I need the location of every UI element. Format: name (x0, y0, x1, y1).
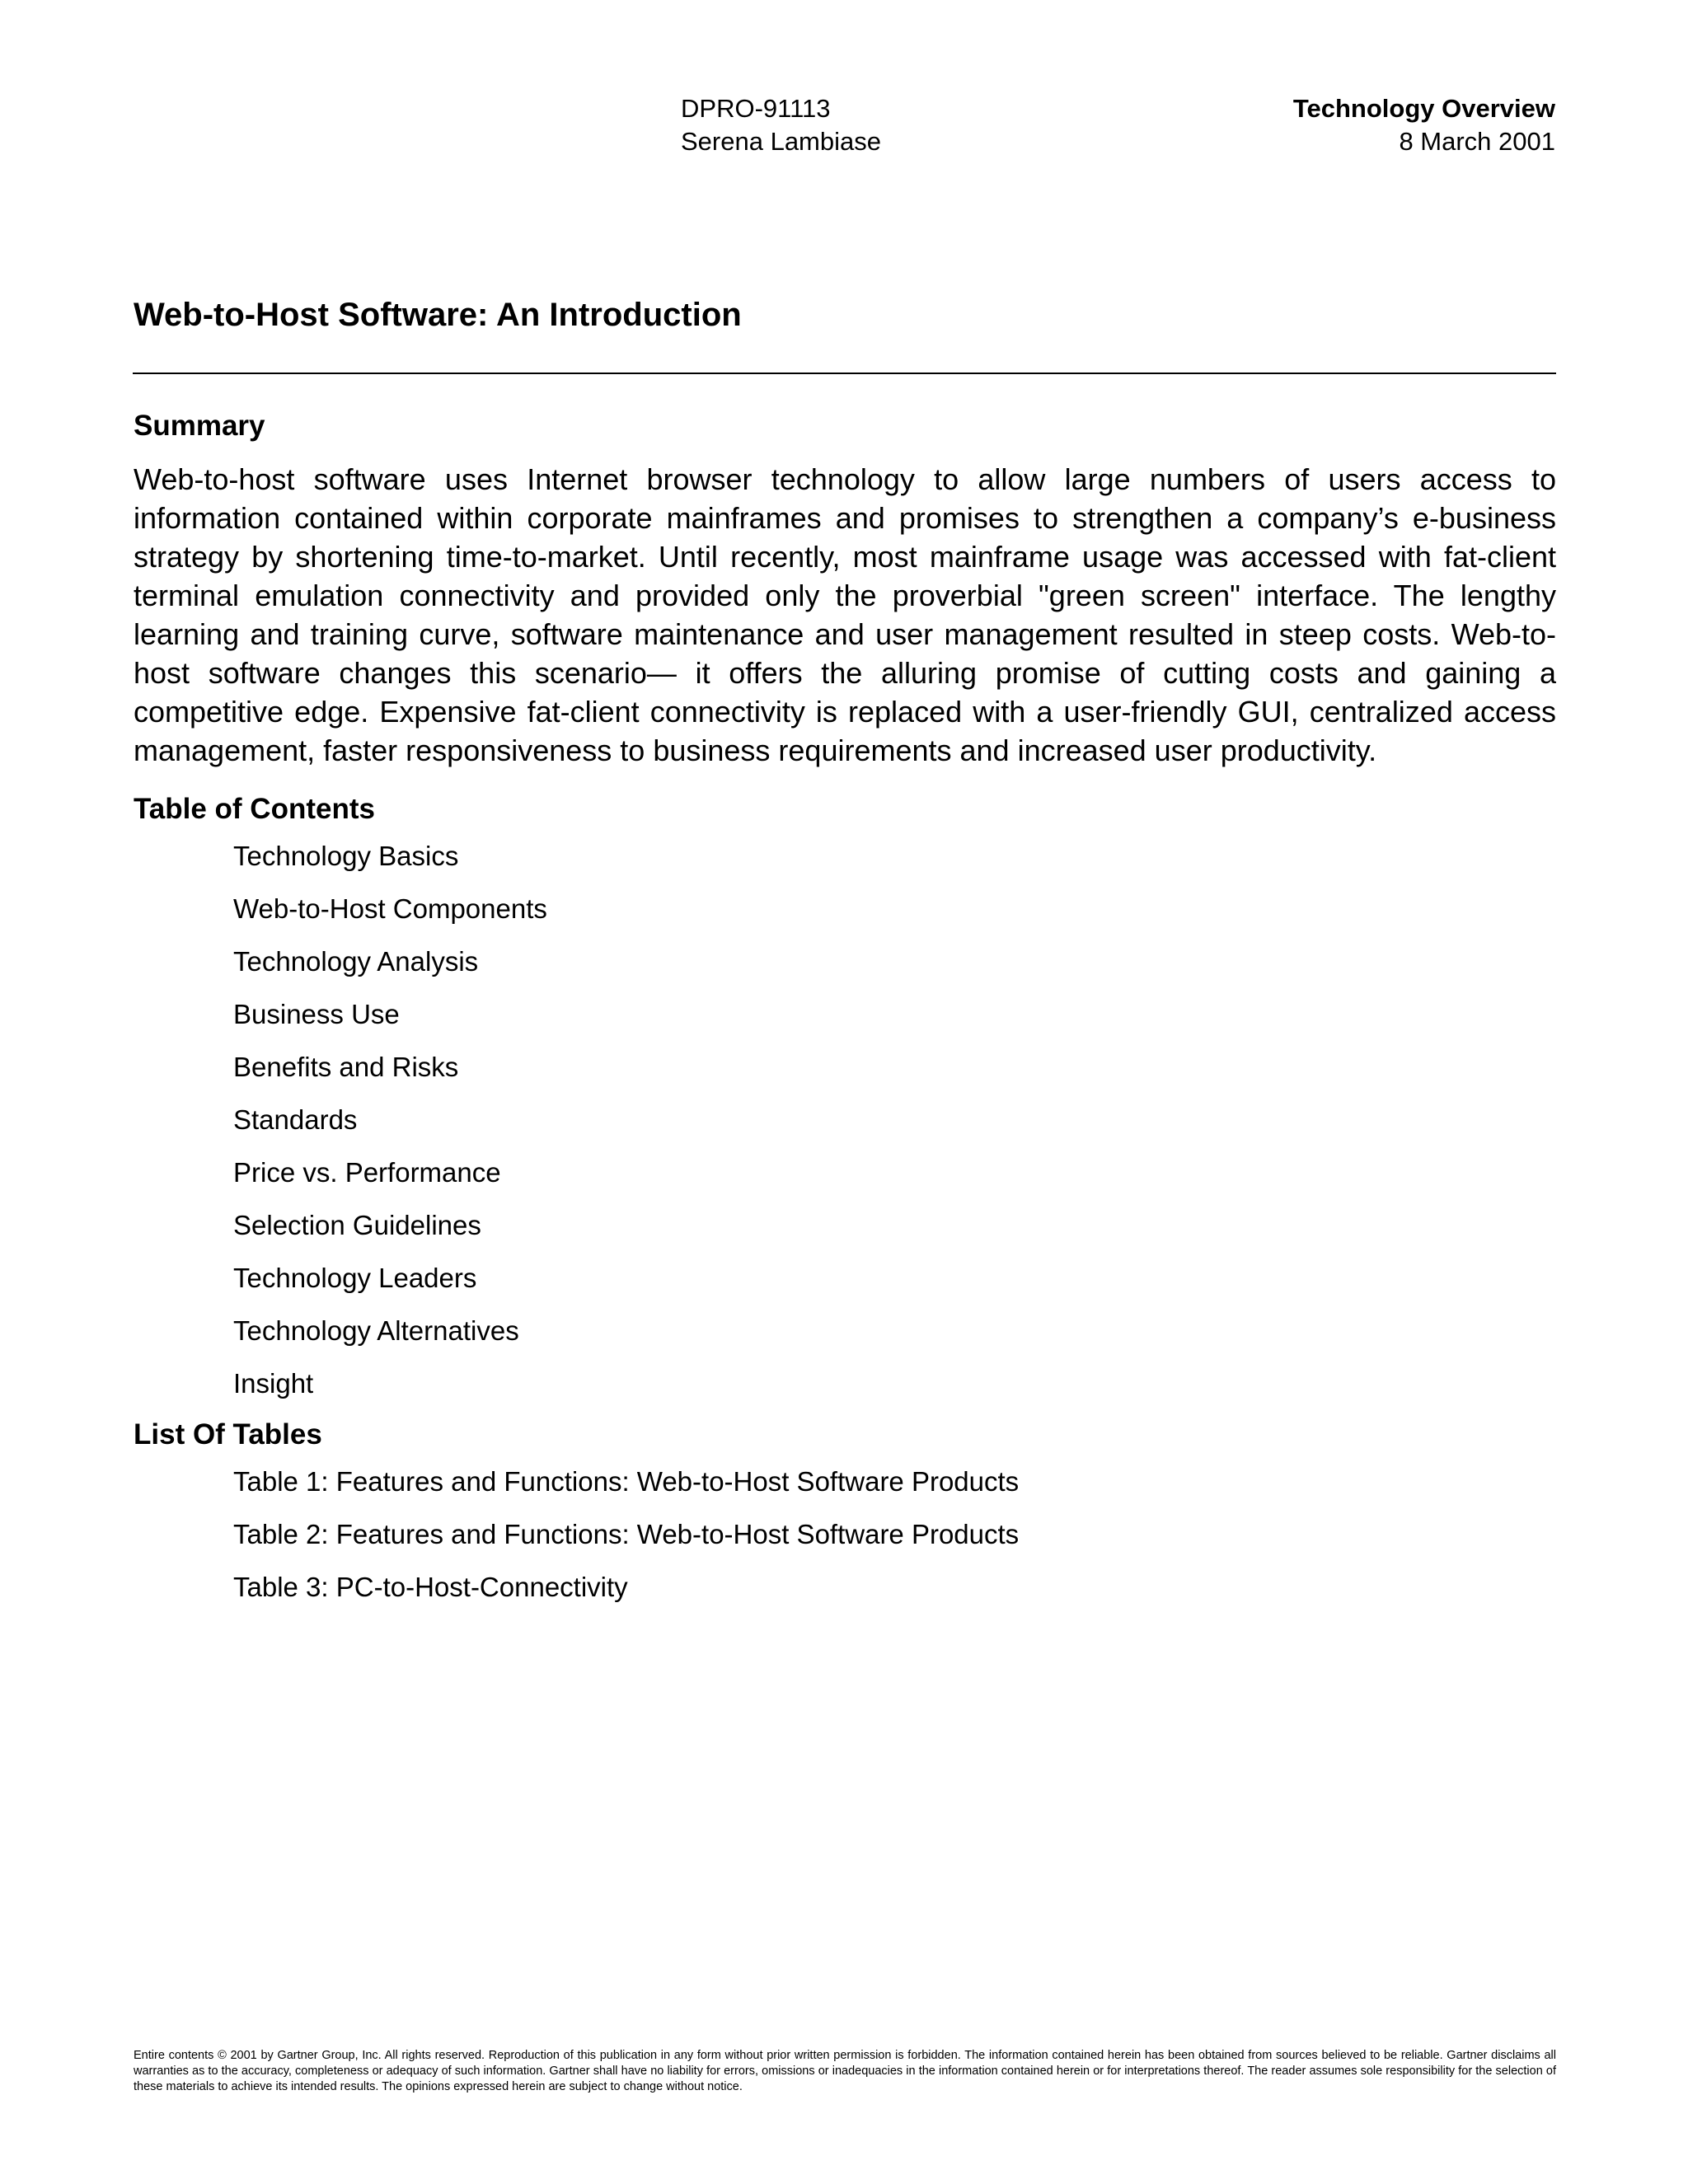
tables-list-heading: List Of Tables (134, 1418, 322, 1451)
summary-text: Web-to-host software uses Internet browser technology to allow large numbers of users access to information contained within corporate mainframes and promises to strengthen a company’s e-business strategy by shortening time-to-market. Until recently, most mainframe usage was accessed with fat-client terminal emulation connectivity and provided only the proverbial "green screen" interface. The lengthy learning and training curve, software maintenance and user management resulted in steep costs. Web-to-host software changes this scenario— it offers the alluring promise of cutting costs and gaining a competitive edge. Expensive fat-client connectivity is replaced with a user-friendly GUI, centralized access management, faster responsiveness to business requirements and increased user productivity. (134, 462, 1556, 767)
toc-item[interactable]: Selection Guidelines (233, 1210, 481, 1240)
header-doc-info (681, 92, 881, 158)
copyright-footer: Entire contents © 2001 by Gartner Group, Inc. All rights reserved. Reproduction of this publication in any form without prior written permission is forbidden. The information contained herein has been obtained from sources believed to be reliable. Gartner disclaims all warranties as to the accuracy, completeness or adequacy of such information. Gartner shall have no liability for errors, omissions or inadequacies in the information contained herein or for interpretations thereof. The reader assumes sole responsibility for the selection of these materials to achieve its intended results. The opinions expressed herein are subject to change without notice. (134, 2049, 1556, 2093)
doc-id: DPRO-91113 (681, 94, 831, 123)
header-doc-meta (1293, 92, 1555, 158)
toc-item[interactable]: Technology Leaders (233, 1263, 477, 1293)
title-divider (133, 373, 1556, 374)
toc-item[interactable]: Technology Basics (233, 841, 459, 871)
toc-item[interactable]: Technology Alternatives (233, 1315, 519, 1346)
page-title: Web-to-Host Software: An Introduction (134, 297, 742, 333)
toc-item[interactable]: Benefits and Risks (233, 1052, 459, 1082)
main-content (134, 406, 1556, 1604)
tables-list (134, 1465, 1556, 1604)
tables-list-item[interactable]: Table 1: Features and Functions: Web-to-Host Software Products (233, 1466, 1020, 1497)
tables-list-item[interactable]: Table 3: PC-to-Host-Connectivity (233, 1572, 628, 1602)
doc-type: Technology Overview (1292, 94, 1555, 123)
toc-item[interactable]: Technology Analysis (233, 946, 479, 977)
doc-date: 8 March 2001 (1399, 127, 1555, 156)
toc-item[interactable]: Standards (233, 1104, 358, 1135)
toc-heading: Table of Contents (134, 793, 375, 825)
toc-item[interactable]: Business Use (233, 999, 400, 1029)
tables-list-item[interactable]: Table 2: Features and Functions: Web-to-Host Software Products (233, 1519, 1020, 1549)
toc-item[interactable]: Insight (233, 1368, 314, 1399)
toc-item[interactable]: Price vs. Performance (233, 1157, 501, 1188)
toc-item[interactable]: Web-to-Host Components (233, 893, 547, 924)
author-name: Serena Lambiase (681, 127, 881, 156)
summary-heading: Summary (134, 410, 265, 442)
toc-list (134, 840, 1556, 1400)
